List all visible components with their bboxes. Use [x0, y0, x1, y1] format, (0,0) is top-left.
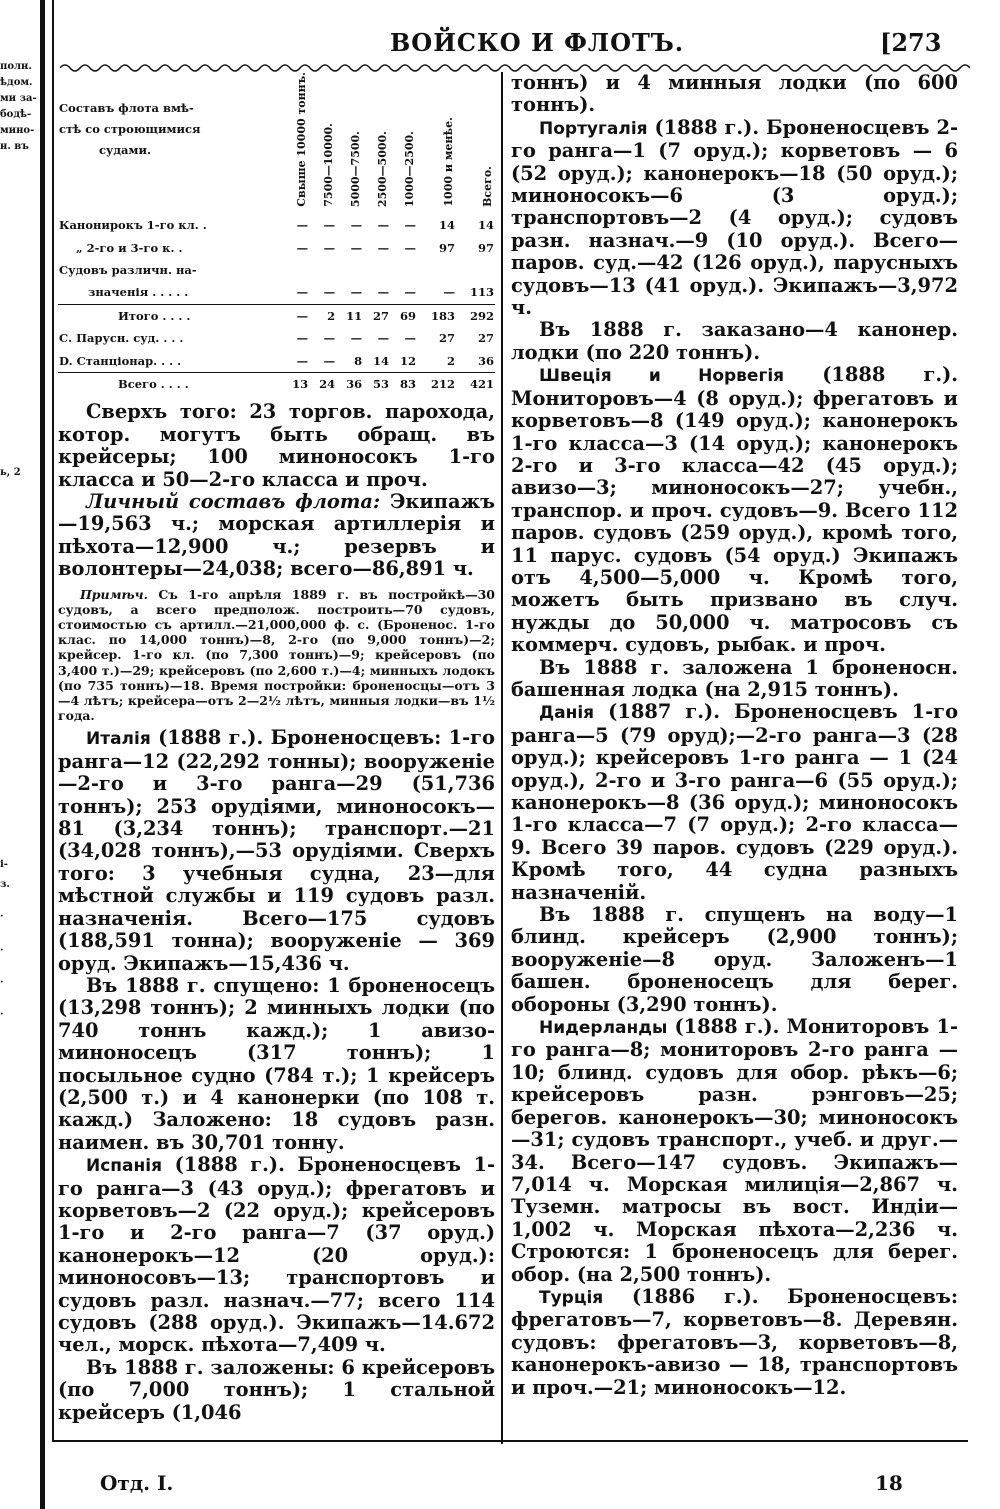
- personnel-label: Личный составъ флота:: [86, 489, 381, 513]
- table-row: „ 2-го и 3-го к. . — — — — — 97 97: [76, 240, 494, 255]
- margin-fragment: ·: [0, 911, 4, 922]
- paragraph-continuation: тоннъ) и 4 минныя лодки (по 600 тоннъ).: [511, 71, 958, 117]
- column-header: 5000—7500.: [349, 130, 363, 207]
- section-signature: Отд. I.: [100, 1471, 174, 1495]
- table-row: D. Станціонар. . . . — — 8 14 12 2 36: [59, 353, 494, 368]
- paragraph-extra-vessels: Сверхъ того: 23 торгов. парохода, котор. могутъ быть обращ. въ крейсеры; 100 миноносокъ 1-го класса и 50—2-го класса и проч.: [58, 400, 495, 491]
- column-header: 1000—2500.: [403, 130, 417, 207]
- personnel-text: Экипажъ—19,563 ч.; морская артиллерія и пѣхота—12,900 ч.; резервъ и волонтеры—24,038; всего—86,891 ч.: [58, 489, 495, 581]
- paragraph-spain-1888: Въ 1888 г. заложены: 6 крейсеровъ (по 7,000 тоннъ); 1 стальной крейсеръ (1,046: [58, 1355, 495, 1424]
- table-row: Канонирокъ 1-го кл. . — — — — — 14 14: [59, 218, 494, 233]
- paragraph-italy: Италія (1888 г.). Броненосцевъ: 1-го ранга—12 (22,292 тонны); вооруженіе—2-го и 3-го ранга—29 (51,736 тоннъ); 253 орудіями, миноносокъ—81 (3,234 тоннъ); транспорт.—21 (34,028 тоннъ),—53 орудіями. Сверхъ того: 3 учебныя судна, 23—для мѣстной службы и 119 судовъ разл. назначенія. Всего—175 судовъ (188,591 тонна); вооруженіе — 369 оруд. Экипажъ—15,436 ч.: [58, 726, 495, 975]
- right-column: [511, 72, 958, 1399]
- paragraph-sweden-1888: Въ 1888 г. заложена 1 броненосн. башенная лодка (на 2,915 тоннъ).: [511, 655, 958, 701]
- table-row: Итого . . . . — 2 11 27 69 183 292: [58, 304, 495, 327]
- margin-fragment: ь, 2: [0, 467, 21, 478]
- margin-fragment: ѣдом.: [0, 77, 33, 88]
- column-header: Всего.: [481, 165, 494, 207]
- margin-fragment: н. въ: [0, 141, 29, 152]
- gutter-edge: [40, 0, 45, 1509]
- running-header-title: ВОЙСКО И ФЛОТЪ.: [390, 28, 685, 57]
- fleet-composition-table: [58, 72, 495, 395]
- country-heading: Турція: [539, 1287, 604, 1308]
- sheet-number: 18: [875, 1471, 903, 1495]
- country-heading: Италія: [86, 729, 151, 750]
- paragraph-italy-1888: Въ 1888 г. спущено: 1 броненосецъ (13,298 тоннъ); 2 минныхъ лодки (по 740 тоннъ кажд.); 1 авизо-миноносецъ (317 тоннъ); 1 посыльное судно (784 т.); 1 крейсеръ (2,500 т.) и 4 канонерки (по 108 т. кажд.) Заложено: 18 судовъ разн. наимен. въ 30,701 тонну.: [58, 973, 495, 1154]
- paragraph-personnel: [58, 491, 495, 581]
- column-header: 2500—5000.: [376, 130, 390, 207]
- table-row: значенія . . . . . — — — — — — 113: [88, 285, 494, 300]
- table-row: Судовъ различн. на-: [59, 262, 197, 277]
- country-heading: Данія: [539, 703, 595, 724]
- paragraph-denmark-1888: Въ 1888 г. спущенъ на воду—1 блинд. крейсеръ (2,900 тоннъ); вооруженіе—8 оруд. Заложенъ—1 башен. броненосецъ для берег. обороны (3,290 тоннъ).: [511, 903, 958, 1016]
- column-header: Свыше 10000 тоннъ.: [295, 72, 309, 207]
- bottom-rule: [52, 1440, 968, 1442]
- paragraph-turkey: Турція (1886 г.). Броненосцевъ: фрегатовъ—7, корветовъ—8. Деревян. судовъ: фрегатовъ—3, корветовъ—8, канонерокъ-авизо — 18, транспортовъ и проч.—21; миноносокъ—12.: [511, 1284, 958, 1399]
- country-heading: Португалія: [539, 118, 648, 139]
- margin-fragment: ·: [0, 945, 4, 956]
- margin-fragment: і-: [0, 859, 8, 870]
- paragraph-spain: Испанія (1888 г.). Броненосцевъ 1-го ранга—3 (43 оруд.); фрегатовъ и корветовъ—2 (22 оруд.); крейсеровъ 1-го и 2-го ранга—7 (37 оруд.) канонерокъ—12 (20 оруд.): миноносовъ—13; транспортовъ и судовъ разл. назнач.—77; всего 114 судовъ (288 оруд.). Экипажъ—14.672 чел., морск. пѣхота—7,409 ч.: [58, 1153, 495, 1357]
- paragraph-denmark: Данія (1887 г.). Броненосцевъ 1-го ранга—5 (79 оруд);—2-го ранга—3 (28 оруд.); крейсеровъ 1-го ранга — 1 (24 оруд.), 2-го и 3-го ранга—6 (55 оруд.); канонерокъ—8 (36 оруд.); миноносокъ 1-го класса—7 (7 оруд.); 2-го класса—9. Всего 39 паров. судовъ (229 оруд.). Кромѣ того, 44 судна разныхъ назначеній.: [511, 700, 958, 904]
- margin-fragment: ми за-: [0, 93, 37, 104]
- column-header: 1000 и менѣе.: [441, 117, 455, 207]
- country-heading: Испанія: [86, 1156, 163, 1177]
- caption-line: судами.: [99, 143, 152, 157]
- caption-line: Составъ флота вмѣ-: [59, 101, 194, 115]
- margin-fragment: ·: [0, 1009, 4, 1020]
- margin-fragment: полн.: [0, 61, 32, 72]
- paragraph-portugal: Португалія (1888 г.). Броненосцевъ 2-го ранга—1 (7 оруд.); корветовъ — 6 (52 оруд.); канонерокъ—18 (50 оруд.); миноносокъ—6 (3 оруд.); транспортовъ—2 (4 оруд.); судовъ разн. назнач.—9 (10 оруд.). Всего—паров. суд.—42 (126 оруд.), парусныхъ судовъ—13 (41 оруд.). Экипажъ—3,972 ч.: [511, 115, 958, 320]
- margin-fragment: ·: [0, 977, 4, 988]
- page-number-header: [273: [880, 28, 942, 57]
- paragraph-netherlands: Нидерланды (1888 г.). Мониторовъ 1-го ранга—8; мониторовъ 2-го ранга — 10; блинд. судовъ для обор. рѣкъ—6; крейсеровъ разн. рэнговъ—25; берегов. канонерокъ—30; миноносокъ—31; судовъ транспорт., учеб. и друг.—34. Всего—147 судовъ. Экипажъ—7,014 ч. Морская милиція—2,867 ч. Туземн. матросы въ вост. Индіи—1,002 ч. Морская пѣхота—2,236 ч. Строются: 1 броненосецъ для берег. обор. (на 2,500 тоннъ).: [511, 1015, 958, 1286]
- left-frame-rule: [52, 0, 54, 1440]
- column-divider: [501, 72, 503, 1444]
- margin-fragment: бодѣ-: [0, 109, 32, 120]
- footnote: [58, 587, 495, 724]
- table-row: С. Парусн. суд. . . . — — — — — 27 27: [59, 331, 494, 346]
- caption-line: стѣ со строющимися: [59, 122, 201, 136]
- country-heading: Нидерланды: [539, 1018, 668, 1039]
- country-heading: Швеція и Норвегія: [539, 366, 785, 387]
- paragraph-portugal-1888: Въ 1888 г. заказано—4 канонер. лодки (по 220 тоннъ).: [511, 318, 958, 364]
- column-header: 7500—10000.: [322, 122, 336, 207]
- left-column: [58, 72, 495, 1424]
- table-row: Всего . . . . 13 24 36 53 83 212 421: [58, 372, 495, 395]
- table-caption: [58, 72, 282, 214]
- footnote-text: Съ 1-го апрѣля 1889 г. въ постройкѣ—30 судовъ, а всего предполож. построить—70 судовъ, стоимостью съ артилл.—21,000,000 ф. с. (Броненос. 1-го клас. по 14,000 тоннъ)—8, 2-го (по 9,000 тоннъ)—2; крейсер. 1-го кл. (по 7,300 тоннъ)—9; крейсеровъ (по 3,400 т.)—29; крейсеровъ (по 2,600 т.)—4; минныхъ лодокъ (по 735 тоннъ)—18. Время постройки: броненосцы—отъ 3—4 лѣтъ; крейсера—отъ 2—2½ лѣтъ, минныя лодки—въ 1½ года.: [58, 586, 495, 724]
- paragraph-sweden-norway: Швеція и Норвегія (1888 г.). Мониторовъ—4 (8 оруд.); фрегатовъ и корветовъ—8 (149 оруд.); канонерокъ 1-го класса—3 (14 оруд.); канонерокъ 2-го и 3-го класса—42 (45 оруд.); авизо—3; миноносокъ—27; учебн., транспор. и проч. судовъ—9. Всего 112 паров. судовъ (259 оруд.), кромѣ того, 11 парус. судовъ (54 оруд.) Экипажъ отъ 4,500—5,000 ч. Кромѣ того, можетъ быть призвано въ случ. нужды до 50,000 ч. матросовъ съ коммерч. судовъ, рыбак. и проч.: [511, 363, 959, 657]
- margin-fragment: мино-: [0, 125, 35, 136]
- margin-fragment: з.: [0, 879, 10, 890]
- footnote-label: Примѣч.: [80, 586, 148, 602]
